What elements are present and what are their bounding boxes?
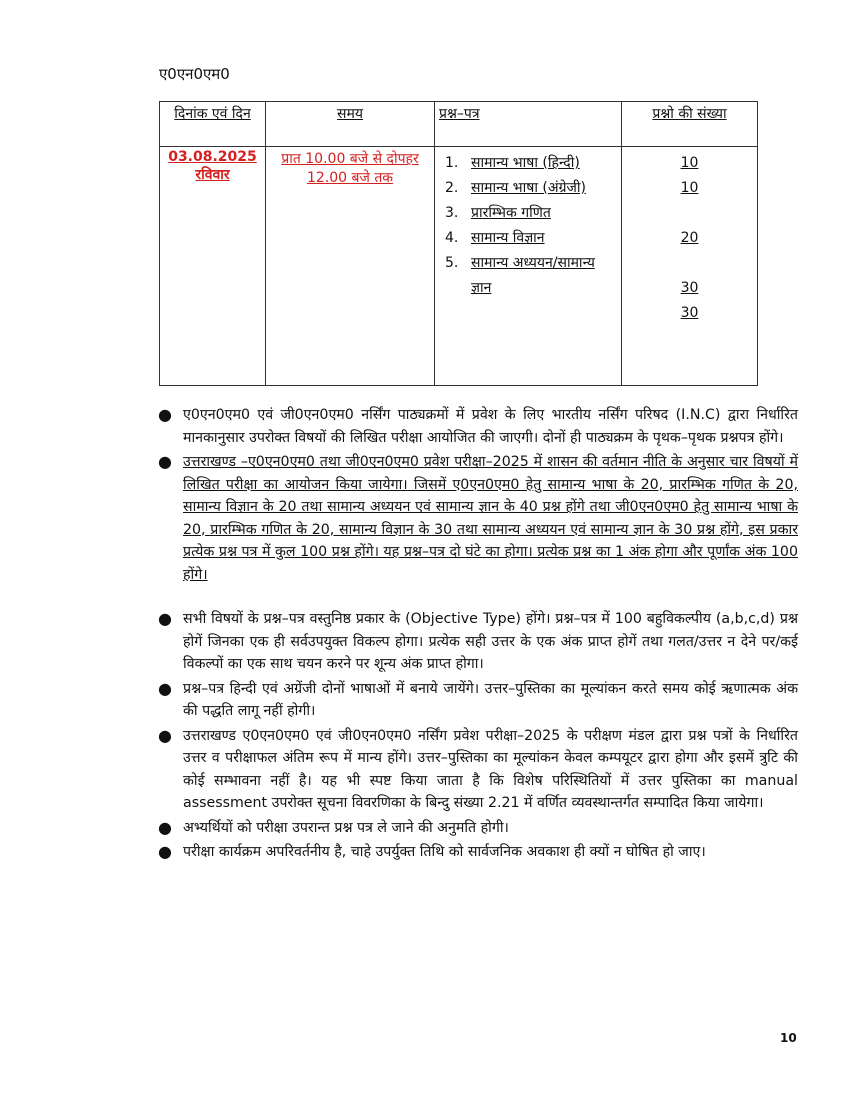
counts-cell bbox=[622, 147, 758, 386]
list-item bbox=[439, 151, 617, 176]
count-list bbox=[626, 151, 753, 326]
list-item bbox=[158, 817, 798, 840]
instruction-text: उत्तराखण्ड –ए0एन0एम0 तथा जी0एन0एम0 प्रवेश परीक्षा–2025 में शासन की वर्तमान नीति के अनुसार चार विषयों में लिखित परीक्षा का आयोजन किया जायेगा। जिसमें ए0एन0एम0 हेतु सामान्य भाषा के 20, प्रारम्भिक गणित के 20, सामान्य विज्ञान के 20 तथा सामान्य अध्ययन एवं सामान्य ज्ञान के 40 प्रश्न होंगे तथा जी0एन0एम0 हेतु सामान्य भाषा के 20, प्रारम्भिक गणित के 20, सामान्य विज्ञान के 30 तथा सामान्य अध्ययन एवं सामान्य ज्ञान के 30 प्रश्न होंगे, इस प्रकार प्रत्येक प्रश्न पत्र में कुल 100 प्रश्न होंगे। यह प्रश्न–पत्र दो घंटे का होगा। प्रत्येक प्रश्न का 1 अंक होगा और पूर्णांक अंक 100 होंगे। bbox=[183, 454, 798, 583]
exam-day: रविवार bbox=[195, 167, 230, 183]
table-header-row bbox=[160, 102, 758, 147]
header-date-day: दिनांक एवं दिन bbox=[160, 102, 266, 147]
subject-name: सामान्य भाषा (अंग्रेजी) bbox=[471, 180, 586, 196]
instruction-text: प्रश्न–पत्र हिन्दी एवं अग्रेंजी दोनों भाषाओं में बनाये जायेंगे। उत्तर–पुस्तिका का मूल्यांकन करते समय कोई ऋणात्मक अंक की पद्धति लागू नहीं होगी। bbox=[183, 680, 798, 719]
question-count: 20 bbox=[680, 230, 699, 246]
subject-name: सामान्य भाषा (हिन्दी) bbox=[471, 155, 580, 171]
count-spacer bbox=[626, 251, 753, 276]
instruction-text: अभ्यर्थियों को परीक्षा उपरान्त प्रश्न पत्र ले जाने की अनुमति होगी। bbox=[183, 819, 509, 836]
question-count: 10 bbox=[680, 180, 699, 196]
subject-name: सामान्य विज्ञान bbox=[471, 230, 545, 246]
instruction-text: परीक्षा कार्यक्रम अपरिवर्तनीय है, चाहे उपर्युक्त तिथि को सार्वजनिक अवकाश ही क्यों न घोषित हो जाए। bbox=[183, 844, 706, 860]
instruction-text: उत्तराखण्ड ए0एन0एम0 एवं जी0एन0एम0 नर्सिंग प्रवेश परीक्षा–2025 के परीक्षण मंडल द्वारा प्रश्न पत्रों के निर्धारित उत्तर व परीक्षाफल अंतिम रूप में मान्य होंगे। उत्तर–पुस्तिका का मूल्यांकन केवल कम्पयूटर द्वारा होगा और इसमें त्रुटि की कोई सम्भावना नहीं है। यह भी स्पष्ट किया जाता है कि विशेष परिस्थितियों में उत्तर पुस्तिका का manual assessment उपरोक्त सूचना विवरणिका के बिन्दु संख्या 2.21 में वर्णित व्यवस्थान्तर्गत सम्पादित किया जायेगा। bbox=[183, 727, 798, 811]
header-time: समय bbox=[266, 102, 435, 147]
question-count: 10 bbox=[680, 155, 699, 171]
bullet-icon: ● bbox=[158, 678, 172, 698]
list-item bbox=[439, 251, 617, 301]
subject-name: सामान्य अध्ययन/सामान्य ज्ञान bbox=[471, 255, 595, 296]
exam-time: प्रात 10.00 बजे से दोपहर 12.00 बजे तक bbox=[281, 151, 419, 186]
header-question-count: प्रश्नो की संख्या bbox=[622, 102, 758, 147]
instruction-text: ए0एन0एम0 एवं जी0एन0एम0 नर्सिंग पाठ्यक्रमों में प्रवेश के लिए भारतीय नर्सिंग परिषद (I.N.C) द्वारा निर्धारित मानकानुसार उपरोक्त विषयों की लिखित परीक्षा आयोजित की जाएगी। दोनों ही पाठ्यक्रम के पृथक–पृथक प्रश्नपत्र होंगे। bbox=[183, 407, 798, 446]
subject-number: 2. bbox=[445, 180, 459, 196]
list-item bbox=[158, 841, 798, 864]
question-count: 30 bbox=[680, 280, 699, 296]
list-item bbox=[439, 226, 617, 251]
exam-schedule-table bbox=[159, 101, 758, 386]
list-item bbox=[158, 608, 798, 676]
subject-name: प्रारम्भिक गणित bbox=[471, 205, 551, 221]
list-item bbox=[158, 451, 798, 586]
instructions-list bbox=[158, 404, 798, 866]
subjects-cell bbox=[435, 147, 622, 386]
list-item bbox=[439, 201, 617, 226]
bullet-icon: ● bbox=[158, 452, 172, 471]
bullet-icon: ● bbox=[158, 405, 172, 424]
subject-number: 3. bbox=[445, 205, 459, 221]
page-title: ए0एन0एम0 bbox=[159, 65, 230, 83]
bullet-icon: ● bbox=[158, 725, 172, 745]
question-count: 30 bbox=[680, 305, 699, 321]
list-item bbox=[158, 725, 798, 815]
time-cell bbox=[266, 147, 435, 386]
table-row bbox=[160, 147, 758, 386]
bullet-icon: ● bbox=[158, 609, 172, 628]
header-question-paper: प्रश्न–पत्र bbox=[435, 102, 622, 147]
instruction-text: सभी विषयों के प्रश्न–पत्र वस्तुनिष्ठ प्रकार के (Objective Type) होंगे। प्रश्न–पत्र में 100 बहुविकल्पीय (a,b,c,d) प्रश्न होगें जिनका एक ही सर्वउपयुक्त विकल्प होगा। प्रत्येक सही उत्तर के एक अंक प्राप्त होगें तथा गलत/उत्तर न देने पर/कई विकल्पों का एक साथ चयन करने पर शून्य अंक प्राप्त होगा। bbox=[183, 611, 798, 672]
exam-date: 03.08.2025 bbox=[168, 149, 257, 165]
date-cell bbox=[160, 147, 266, 386]
subject-number: 5. bbox=[445, 255, 459, 271]
list-item bbox=[158, 404, 798, 449]
bullet-icon: ● bbox=[158, 842, 172, 861]
count-spacer bbox=[626, 201, 753, 226]
list-item bbox=[158, 678, 798, 723]
list-item bbox=[439, 176, 617, 201]
subject-number: 4. bbox=[445, 230, 459, 246]
subject-list bbox=[439, 151, 617, 301]
subject-number: 1. bbox=[445, 155, 459, 171]
bullet-icon: ● bbox=[158, 817, 172, 837]
page-number: 10 bbox=[780, 1031, 797, 1045]
